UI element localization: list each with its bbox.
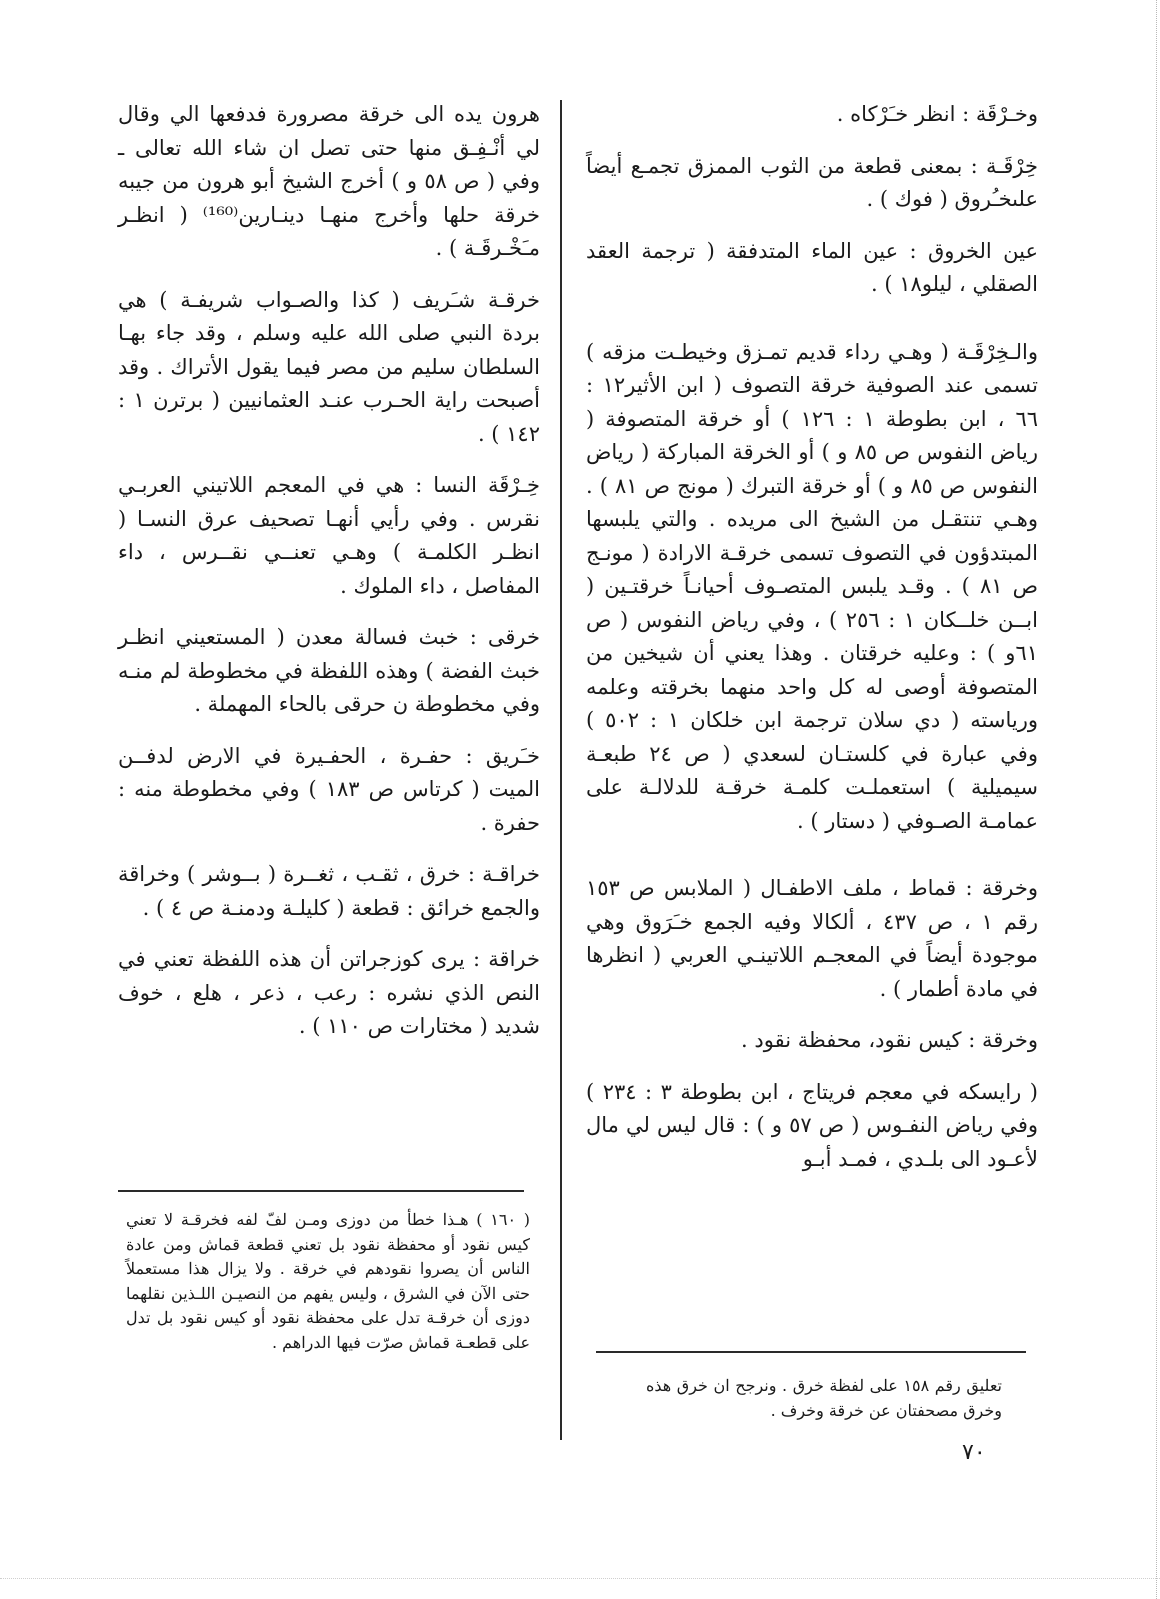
entry-paragraph: عين الخروق : عين الماء المتدفقة ( ترجمة العقد الصقلي ، ليلو١٨ ) . — [586, 238, 1038, 296]
page-number: ٧٠ — [962, 1440, 986, 1465]
entry-paragraph: خِـرْقَة النسا : هي في المعجم اللاتيني العربـي نقرس . وفي رأيي أنهـا تصحيف عرق النسـا ( انظـر الكلمـة ) وهـي تعنــي نقــرس ، داء المفاصل ، داء الملوك . — [118, 473, 540, 598]
scan-bottom-marks — [0, 1578, 1160, 1581]
scan-edge-marks — [1156, 0, 1160, 1599]
entry-paragraph: خرقـة شـَريف ( كذا والصـواب شريفـة ) هي بردة النبي صلى الله عليه وسلم ، وقد جاء بهـا السلطان سليم من مصر فيما يقول الأتراك . وقد أصبحت راية الحـرب عنـد العثمانيين ( برترن ١ : ١٤٢ ) . — [118, 287, 540, 446]
entry-paragraph: هرون يده الى خرقة مصرورة فدفعها الي وقال لي أنْـفِـق منها حتى تصل ان شاء الله تعالى ـ وفي ( ص ٥٨ و ) أخرج الشيخ أبو هرون من جيبه خرقة حلها وأخرج منهـا دينـارين⁽¹⁶⁰⁾ ( انظـر مـَخْـرقَـة ) . — [118, 102, 540, 260]
footnote-right: تعليق رقم ١٥٨ على لفظة خرق . ونرجح ان خرق هذه وخرق مصحفتان عن خرقة وخرف . — [646, 1376, 1002, 1420]
left-column — [118, 98, 540, 1062]
footnote-left: ( ١٦٠ ) هـذا خطأ من دوزى ومـن لفّ لفه فخرقـة لا تعني كيس نقود أو محفظة نقود بل تعني قطعة قماش ومن عادة الناس أن يصروا نقودهم في خرقة . ولا يزال هذا مستعملاً حتى الآن في الشرق ، وليس يفهم من النصيـن اللـذين نقلهما دوزى أن خرقـة تدل على محفظة نقود أو كيس نقود بل تدل على قطعـة قماش صرّت فيها الدراهم . — [126, 1210, 530, 1352]
entry-paragraph: والـخِرْقَـة ( وهـي رداء قديم تمـزق وخيطـت مزقه ) تسمى عند الصوفية خرقة التصوف ( ابن الأثير١٢ : ٦٦ ، ابن بطوطة ١ : ١٢٦ ) أو خرقة المتصوفة ( رياض النفوس ص ٨٥ و ) أو الخرقة المباركة ( رياض النفوس ص ٨٥ و ) أو خرقة التبرك ( مونج ص ٨١ ) . وهـي تنتقـل من الشيخ الى مريده . والتي يلبسها المبتدؤون في التصوف تسمى خرقـة الارادة ( مونـج ص ٨١ ) . وقـد يلبس المتصـوف أحيانـاً خرقتـين ( ابــن خلــكان ١ : ٢٥٦ ) ، وفي رياض النفوس ( ص ٦١و ) : وعليه خرقتان . وهذا يعني أن شيخين من المتصوفة أوصى له كل واحد منهما بخرقته وعلمه ورياسته ( دي سلان ترجمة ابن خلكان ١ : ٥٠٢ ) وفي عبارة في كلستـان لسعدي ( ص ٢٤ طبعـة سيميلية ) استعملـت كلمـة خرقـة للدلالـة على عمامـة الصـوفي ( دستار ) . — [586, 339, 1039, 833]
entry-paragraph: وخرقة : قماط ، ملف الاطفـال ( الملابس ص ١٥٣ رقم ١ ، ص ٤٣٧ ، ألكالا وفيه الجمع خـَرَوق وهي موجودة أيضاً في المعجـم اللاتينـي العربي ( انظرها في مادة أطمار ) . — [586, 876, 1038, 1001]
entry-paragraph: خراقة : يرى كوزجراتن أن هذه اللفظة تعني في النص الذي نشره : رعب ، ذعر ، هلع ، خوف شديد ( مختارات ص ١١٠ ) . — [118, 947, 540, 1038]
entry-paragraph: ( رايسكه في معجم فريتاج ، ابن بطوطة ٣ : ٢٣٤ ) وفي رياض النفـوس ( ص ٥٧ و ) : قال ليس لي مال لأعـود الى بلـدي ، فمـد أبـو — [586, 1079, 1038, 1171]
entry-paragraph: خـَريق : حفـرة ، الحفـيرة في الارض لدفــن الميت ( كرتاس ص ١٨٣ ) وفي مخطوطة منه : حفرة . — [118, 743, 540, 835]
footnote-rule-left — [118, 1190, 524, 1192]
right-column — [586, 98, 1038, 1194]
entry-paragraph: خراقـة : خرق ، ثقـب ، ثغــرة ( بــوشر ) وخراقة والجمع خرائق : قطعة ( كليلـة ودمنـة ص ٤ ) . — [118, 862, 540, 920]
column-divider — [560, 100, 562, 1440]
entry-paragraph: خرقى : خبث فسالة معدن ( المستعيني انظـر خبث الفضة ) وهذه اللفظة في مخطوطة لم منـه وفي مخطوطة ن حرقى بالحاء المهملة . — [118, 625, 540, 716]
entry-paragraph: وخرقة : كيس نقود، محفظة نقود . — [741, 1028, 1038, 1052]
footnote-rule-right — [596, 1351, 1026, 1353]
entry-paragraph: وخـرْقَة : انظر خـَرْكاه . — [836, 102, 1038, 126]
entry-paragraph: خِرْقَـة : بمعنى قطعة من الثوب الممزق تجمـع أيضاً علىخـُروق ( فوك ) . — [586, 153, 1038, 211]
